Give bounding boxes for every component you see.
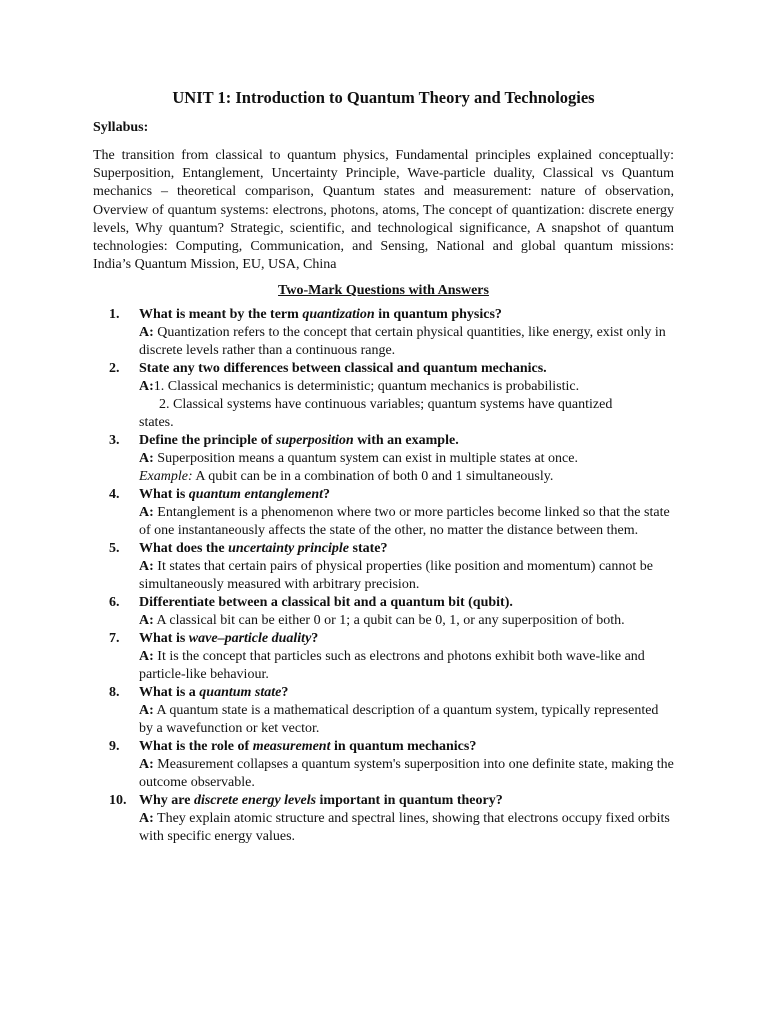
question-number: 3. xyxy=(109,433,120,449)
list-item xyxy=(93,630,674,684)
question-text: Why are discrete energy levels important in quantum theory? xyxy=(139,793,503,809)
syllabus-text: The transition from classical to quantum physics, Fundamental principles explained conceptually: Superposition, Entanglement, Uncertainty Principle, Wave-particle duality, Classical vs Quantum mechanics – theoretical comparison, Quantum states and measurement: nature of observation, Overview of quantum systems: electrons, photons, atoms, The concept of quantization: discrete energy levels, Why quantum? Strategic, scientific, and technological significance, A snapshot of quantum technologies: Computing, Communication, and Sensing, National and global quantum missions: India’s Quantum Mission, EU, USA, China xyxy=(93,148,674,273)
list-item xyxy=(93,594,674,630)
question-text: What is meant by the term quantization in quantum physics? xyxy=(139,307,502,323)
answer-text: Entanglement is a phenomenon where two or more particles become linked so that the state of one instantaneously affects the state of the other, no matter the distance between them. xyxy=(139,505,670,539)
answer-label: A: xyxy=(139,505,154,521)
answer-text: Quantization refers to the concept that certain physical quantities, like energy, exist only in discrete levels rather than a continuous range. xyxy=(139,325,666,359)
answer-label: A: xyxy=(139,703,154,719)
answer-label: A: xyxy=(139,649,154,665)
question-number: 7. xyxy=(109,631,120,647)
question-text: What is quantum entanglement? xyxy=(139,487,330,503)
question-number: 8. xyxy=(109,685,120,701)
question-list xyxy=(93,306,674,846)
answer-label: A: xyxy=(139,613,154,629)
question-number: 6. xyxy=(109,595,120,611)
list-item xyxy=(93,360,674,432)
section-heading: Two-Mark Questions with Answers xyxy=(278,283,489,299)
question-text: State any two differences between classical and quantum mechanics. xyxy=(139,361,547,377)
answer-label: A: xyxy=(139,811,154,827)
syllabus-label: Syllabus: xyxy=(93,120,149,135)
answer-text: A classical bit can be either 0 or 1; a qubit can be 0, 1, or any superposition of both. xyxy=(156,613,625,629)
answer-text: It is the concept that particles such as electrons and photons exhibit both wave-like and particle-like behaviour. xyxy=(139,649,645,683)
list-item xyxy=(93,486,674,540)
answer-text: Measurement collapses a quantum system's superposition into one definite state, making the outcome observable. xyxy=(139,757,674,791)
question-number: 10. xyxy=(109,793,127,809)
answer-label: A: xyxy=(139,757,154,773)
question-number: 5. xyxy=(109,541,120,557)
question-number: 4. xyxy=(109,487,120,503)
question-text: Differentiate between a classical bit and a quantum bit (qubit). xyxy=(139,595,513,611)
page-title: UNIT 1: Introduction to Quantum Theory and Technologies xyxy=(172,88,595,107)
question-number: 1. xyxy=(109,307,120,323)
question-number: 9. xyxy=(109,739,120,755)
answer-label: A: xyxy=(139,325,154,341)
list-item xyxy=(93,684,674,738)
answer-text: Superposition means a quantum system can exist in multiple states at once. xyxy=(157,451,578,467)
question-text: What is the role of measurement in quantum mechanics? xyxy=(139,739,477,755)
question-text: What is wave–particle duality? xyxy=(139,631,319,647)
answer-label: A: xyxy=(139,379,154,395)
answer-label: A: xyxy=(139,451,154,467)
answer-text: 1. Classical mechanics is deterministic; quantum mechanics is probabilistic. xyxy=(153,379,580,395)
example-text: A qubit can be in a combination of both 0 and 1 simultaneously. xyxy=(192,469,554,485)
question-number: 2. xyxy=(109,361,120,377)
question-text: What does the uncertainty principle state? xyxy=(139,541,388,557)
question-text: What is a quantum state? xyxy=(139,685,289,701)
example-label: Example: xyxy=(139,469,193,485)
question-text: Define the principle of superposition with an example. xyxy=(139,433,459,449)
answer-text: They explain atomic structure and spectral lines, showing that electrons occupy fixed orbits with specific energy values. xyxy=(139,811,670,845)
answer-text: A quantum state is a mathematical description of a quantum system, typically represented by a wavefunction or ket vector. xyxy=(139,703,659,737)
document-page xyxy=(93,87,674,846)
list-item xyxy=(93,792,674,846)
list-item xyxy=(93,432,674,486)
list-item xyxy=(93,540,674,594)
answer-text-second: 2. Classical systems have continuous variables; quantum systems have quantized xyxy=(159,397,613,413)
list-item xyxy=(93,738,674,792)
answer-label: A: xyxy=(139,559,154,575)
list-item xyxy=(93,306,674,360)
answer-text-continued: states. xyxy=(139,415,174,431)
answer-text: It states that certain pairs of physical properties (like position and momentum) cannot be simultaneously measured with arbitrary precision. xyxy=(139,559,653,593)
